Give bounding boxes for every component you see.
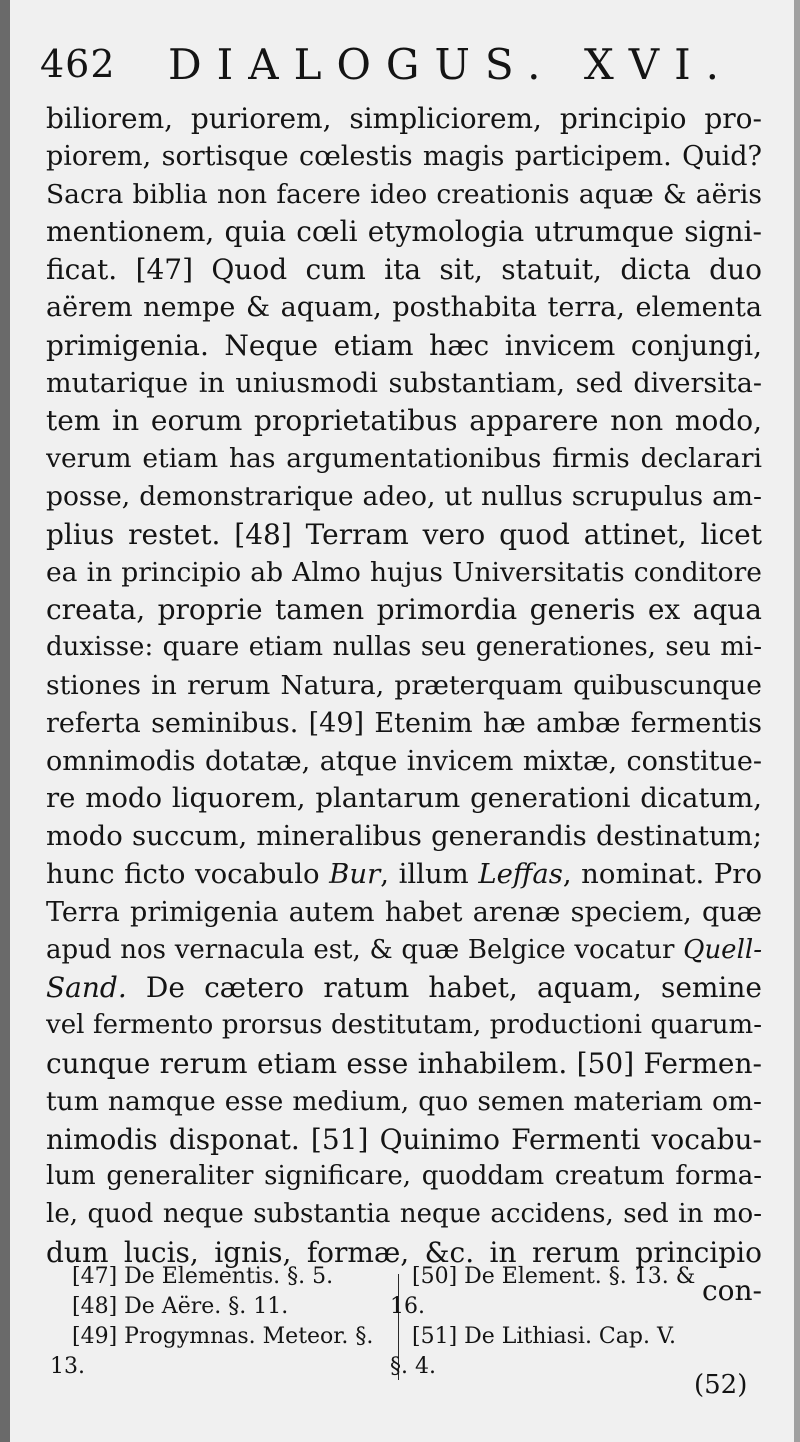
footnote-47: [47] De Elementis. §. 5. — [72, 1264, 334, 1289]
text-line: vel fermento prorsus destitutam, productioni quarum- — [46, 1010, 762, 1041]
text-line: cunque rerum etiam esse inhabilem. [50] Fermen- — [46, 1046, 762, 1080]
footnote-51: [51] De Lithiasi. Cap. V. — [412, 1324, 676, 1349]
text-line: referta seminibus. [49] Etenim hæ ambæ fermentis — [46, 707, 762, 739]
text-line: tum namque esse medium, quo semen materiam om- — [46, 1085, 762, 1117]
text-line: biliorem, puriorem, simpliciorem, principio pro- — [46, 102, 762, 135]
text-line: modo succum, mineralibus generandis destinatum; — [46, 820, 762, 853]
text-line: primigenia. Neque etiam hæc invicem conjungi, — [46, 328, 762, 362]
text-line: stiones in rerum Natura, præterquam quibuscunque — [46, 669, 762, 701]
running-title: DIALOGUS. XVI. — [168, 40, 735, 89]
text-line: dum lucis, ignis, formæ, &c. in rerum principio — [46, 1235, 762, 1269]
footnote-51-continued: §. 4. — [390, 1354, 436, 1379]
text-line: omnimodis dotatæ, atque invicem mixtæ, constitue- — [46, 745, 762, 777]
text-line: lum generaliter significare, quoddam creatum forma- — [46, 1161, 762, 1192]
text-line: mentionem, quia cœli etymologia utrumque signi- — [46, 215, 762, 249]
text-line: apud nos vernacula est, & quæ Belgice vocatur Quell- — [46, 934, 762, 965]
footnotes-left-column — [50, 1262, 432, 1382]
text-line: con- — [701, 1273, 762, 1307]
footnote-50-continued: 16. — [390, 1294, 425, 1319]
text-line: hunc ficto vocabulo Bur, illum Leffas, nominat. Pro — [46, 857, 762, 890]
text-line: posse, demonstrarique adeo, ut nullus scrupulus am- — [46, 480, 762, 512]
text-line: verum etiam has argumentationibus firmis declarari — [46, 443, 762, 475]
text-line: ea in principio ab Almo hujus Universitatis conditore — [46, 556, 762, 588]
signature-mark: (52) — [694, 1370, 748, 1400]
text-line: Terra primigenia autem habet arenæ speciem, quæ — [46, 896, 762, 928]
page-header — [40, 40, 770, 100]
footnote-49-continued: 13. — [50, 1354, 85, 1379]
text-line: aërem nempe & aquam, posthabita terra, elementa — [46, 291, 762, 323]
footnote-50: [50] De Element. §. 13. & — [412, 1264, 696, 1289]
footnote-48: [48] De Aëre. §. 11. — [72, 1294, 289, 1319]
text-line: re modo liquorem, plantarum generationi dicatum, — [46, 782, 762, 815]
text-line: duxisse: quare etiam nullas seu generationes, seu mi- — [46, 632, 762, 663]
footnotes — [46, 1262, 766, 1382]
text-line: le, quod neque substantia neque accidens, sed in mo- — [46, 1199, 762, 1230]
text-line: creata, proprie tamen primordia generis ex aqua — [46, 593, 762, 627]
text-line: piorem, sortisque cœlestis magis participem. Quid? — [46, 140, 762, 172]
text-line: Sacra biblia non facere ideo creationis aquæ & aëris — [46, 178, 762, 210]
page-number: 462 — [40, 42, 116, 86]
text-line: plius restet. [48] Terram vero quod attinet, licet — [46, 517, 762, 551]
text-line: nimodis disponat. [51] Quinimo Fermenti vocabu- — [46, 1122, 762, 1156]
text-line: ficat. [47] Quod cum ita sit, statuit, dicta duo — [46, 253, 762, 287]
footnote-49: [49] Progymnas. Meteor. §. — [72, 1324, 374, 1349]
text-line: mutarique in uniusmodi substantiam, sed diversita- — [46, 367, 762, 399]
text-line: tem in eorum proprietatibus apparere non modo, — [46, 404, 762, 438]
footnotes-right-column — [390, 1262, 766, 1382]
body-text — [46, 100, 762, 1310]
text-line: Sand. De cætero ratum habet, aquam, semine — [46, 971, 762, 1005]
